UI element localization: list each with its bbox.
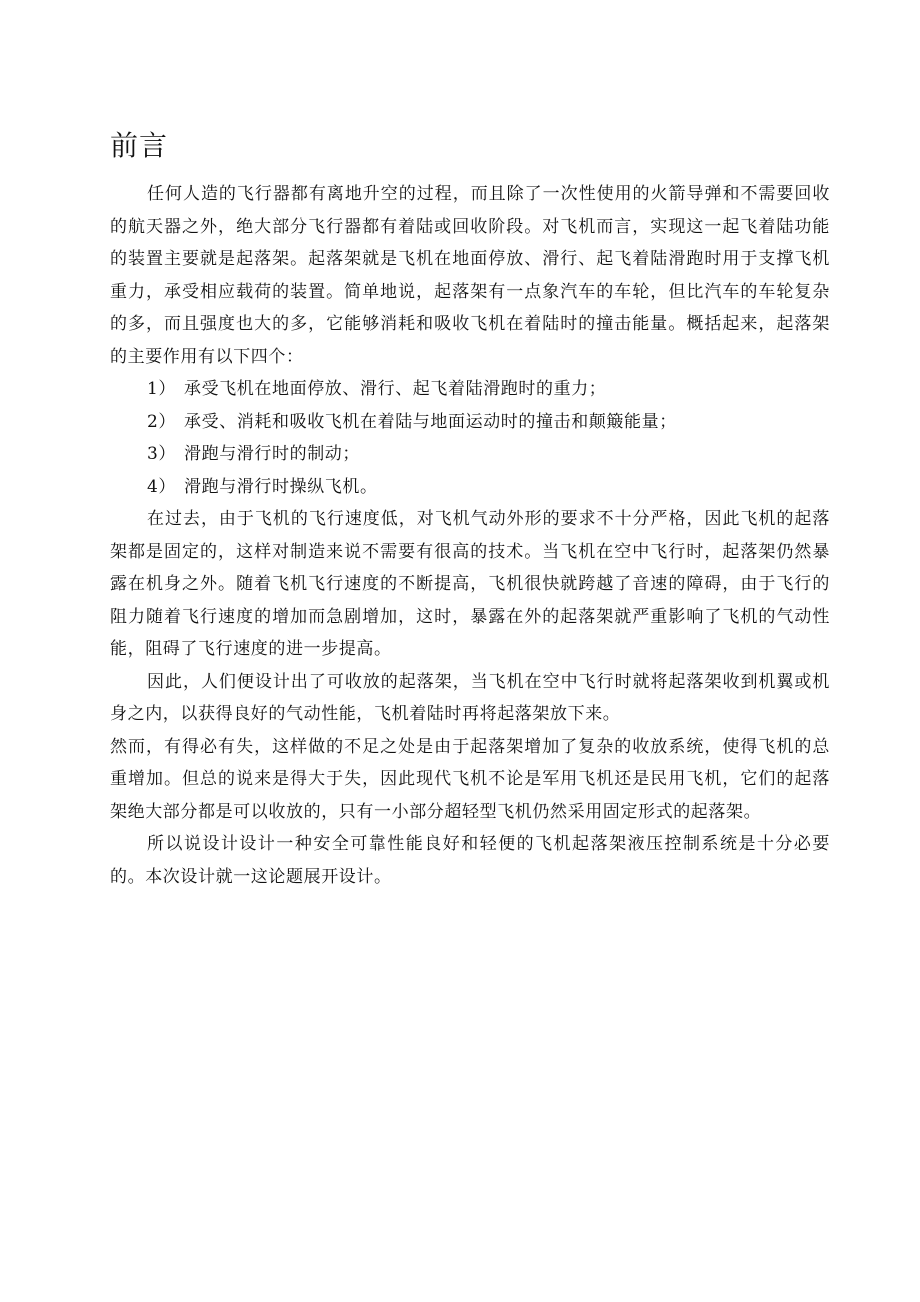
list-item-text: 滑跑与滑行时的制动； — [184, 444, 360, 464]
list-item-text: 承受、消耗和吸收飞机在着陆与地面运动时的撞击和颠簸能量； — [184, 411, 677, 432]
list-item-text: 承受飞机在地面停放、滑行、起飞着陆滑跑时的重力； — [184, 379, 607, 399]
list-item — [110, 373, 830, 406]
list-item — [110, 471, 830, 504]
intro-paragraph: 任何人造的飞行器都有离地升空的过程，而且除了一次性使用的火箭导弹和不需要回收的航天器之外，绝大部分飞行器都有着陆或回收阶段。对飞机而言，实现这一起飞着陆功能的装置主要就是起落架。起落架就是飞机在地面停放、滑行、起飞着陆滑跑时用于支撑飞机重力，承受相应载荷的装置。简单地说，起落架有一点象汽车的车轮，但比汽车的车轮复杂的多，而且强度也大的多，它能够消耗和吸收飞机在着陆时的撞击能量。概括起来，起落架的主要作用有以下四个： — [110, 184, 830, 367]
list-item-number: 2） — [147, 411, 177, 432]
conclusion-paragraph: 所以说设计设计一种安全可靠性能良好和轻便的飞机起落架液压控制系统是十分必要的。本次设计就一这论题展开设计。 — [110, 834, 830, 887]
list-item — [110, 406, 830, 439]
list-item-number: 4） — [147, 476, 177, 497]
list-item — [110, 438, 830, 471]
list-item-number: 3） — [147, 444, 177, 464]
list-item-text: 滑跑与滑行时操纵飞机。 — [184, 476, 378, 497]
function-list — [110, 373, 830, 503]
history-paragraph: 在过去，由于飞机的飞行速度低，对飞机气动外形的要求不十分严格，因此飞机的起落架都是固定的，这样对制造来说不需要有很高的技术。当飞机在空中飞行时，起落架仍然暴露在机身之外。随着飞机飞行速度的不断提高，飞机很快就跨越了音速的障碍，由于飞行的阻力随着飞行速度的增加而急剧增加，这时，暴露在外的起落架就严重影响了飞机的气动性能，阻碍了飞行速度的进一步提高。 — [110, 509, 830, 659]
tradeoff-paragraph: 然而，有得必有失，这样做的不足之处是由于起落架增加了复杂的收放系统，使得飞机的总重增加。但总的说来是得大于失，因此现代飞机不论是军用飞机还是民用飞机，它们的起落架绝大部分都是可以收放的，只有一小部分超轻型飞机仍然采用固定形式的起落架。 — [110, 736, 830, 822]
list-item-number: 1） — [147, 379, 177, 399]
page-title: 前言 — [110, 129, 169, 162]
document-page — [110, 126, 830, 893]
retractable-paragraph: 因此，人们便设计出了可收放的起落架，当飞机在空中飞行时就将起落架收到机翼或机身之内，以获得良好的气动性能，飞机着陆时再将起落架放下来。 — [110, 671, 830, 724]
